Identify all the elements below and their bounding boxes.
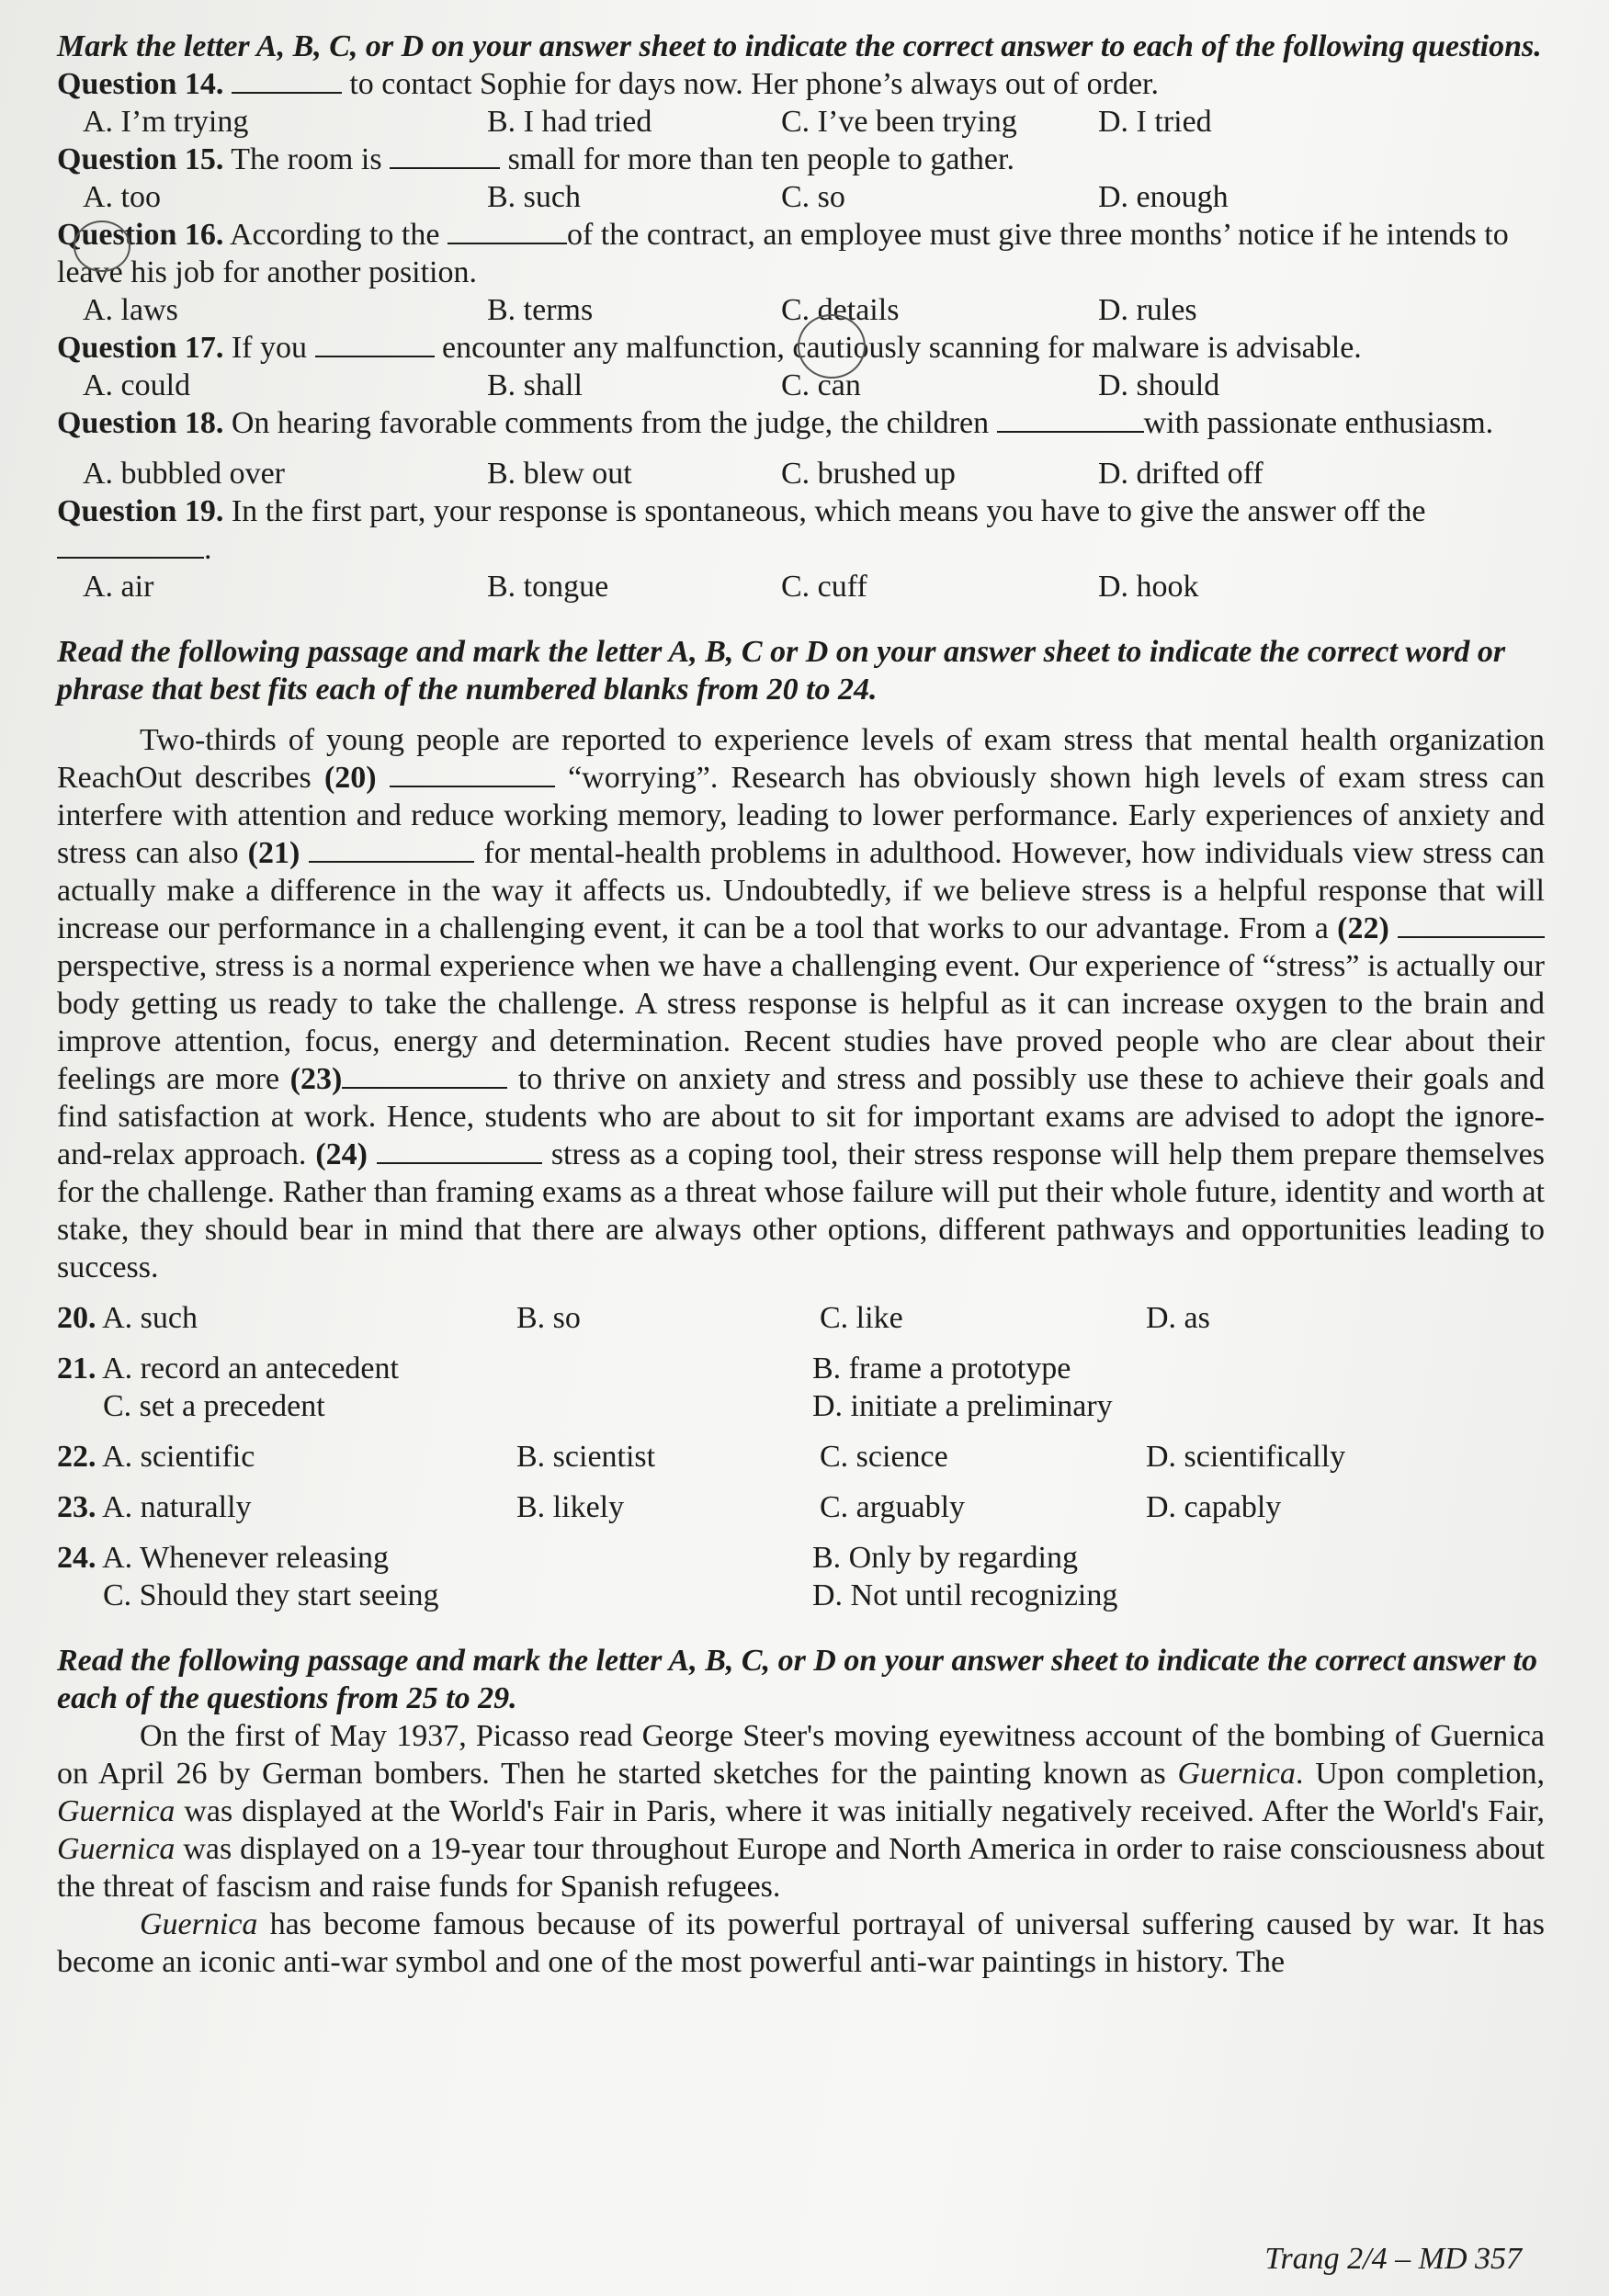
question-18: Question 18. On hearing favorable comments from the judge, the children with passionate enthusiasm.: [57, 406, 1494, 440]
option-c: C. can: [781, 368, 861, 402]
answer-circle-mark: [74, 221, 130, 272]
option-a: A. could: [83, 368, 191, 402]
option-b: B. shall: [487, 368, 583, 402]
question-14: Question 14. to contact Sophie for days now. Her phone’s always out of order.: [57, 67, 1160, 101]
page-footer: Trang 2/4 – MD 357: [1264, 2242, 1522, 2276]
answer-blank: [315, 330, 435, 357]
option-d: D. as: [1146, 1301, 1210, 1335]
instruction-passage-20-24: Read the following passage and mark the letter A, B, C or D on your answer sheet to indicate the correct word or phrase that best fits each of the numbered blanks from 20 to 24.: [57, 635, 1506, 707]
option-d: D. enough: [1098, 180, 1229, 214]
blank-number-23: (23): [289, 1062, 343, 1096]
question-16: Question 16. According to the of the contract, an employee must give three months’ notice if he intends to leave his job for another position.: [57, 218, 1509, 289]
passage-guernica-paragraph-1: On the first of May 1937, Picasso read George Steer's moving eyewitness account of the bombing of Guernica on April 26 by German bombers. Then he started sketches for the painting known as Guernica. Upon completion, Guernica was displayed at the World's Fair in Paris, where it was initially negatively received. After the World's Fair, Guernica was displayed on a 19-year tour throughout Europe and North America in order to raise consciousness about the threat of fascism and raise funds for Spanish refugees.: [57, 1719, 1546, 1904]
option-a: A. air: [83, 570, 154, 604]
question-17-options: [57, 367, 1545, 404]
option-a: A. scientific: [102, 1440, 255, 1474]
option-c: C. science: [820, 1440, 948, 1474]
question-19-options: [57, 568, 1545, 605]
answer-blank: [390, 760, 555, 787]
answer-blank: [377, 1137, 542, 1164]
answer-blank: [232, 66, 342, 94]
question-17: Question 17. If you encounter any malfunction, cautiously scanning for malware is advisable.: [57, 331, 1362, 365]
question-19: Question 19. In the first part, your response is spontaneous, which means you have to give the answer off the .: [57, 494, 1426, 566]
options-23: 23. A. naturally B. likely C. arguably D. capably: [57, 1488, 1545, 1526]
blank-number-21: (21): [247, 836, 300, 870]
question-14-options: [57, 103, 1545, 141]
question-16-options: [57, 291, 1545, 329]
option-b: B. likely: [516, 1490, 625, 1524]
option-d: D. scientifically: [1146, 1440, 1346, 1474]
option-a: A. bubbled over: [83, 457, 286, 491]
option-c: C. details: [781, 293, 900, 327]
option-b: B. such: [487, 180, 581, 214]
question-15-options: [57, 178, 1545, 216]
passage-guernica-paragraph-2: Guernica has become famous because of its powerful portrayal of universal suffering caused by war. It has become an iconic anti-war symbol and one of the most powerful anti-war paintings in history. The: [57, 1907, 1545, 1979]
option-a: A. record an antecedent: [102, 1352, 399, 1386]
option-d: D. drifted off: [1098, 457, 1263, 491]
option-a: A. Whenever releasing: [102, 1541, 389, 1575]
option-a: A. laws: [83, 293, 178, 327]
option-b: B. frame a prototype: [812, 1352, 1071, 1386]
instruction-passage-25-29: Read the following passage and mark the letter A, B, C, or D on your answer sheet to indicate the correct answer to each of the questions from 25 to 29.: [57, 1644, 1537, 1715]
option-b: B. so: [516, 1301, 581, 1335]
option-a: A. such: [102, 1301, 198, 1335]
options-24: 24. A. Whenever releasing B. Only by regarding C. Should they start seeing D. Not until recognizing: [57, 1539, 1545, 1614]
option-d: D. initiate a preliminary: [812, 1389, 1113, 1423]
answer-blank: [390, 141, 500, 169]
passage-exam-stress: Two-thirds of young people are reported to experience levels of exam stress that mental health organization ReachOut describes (20) “worrying”. Research has obviously shown high levels of exam stress can interfere with attention and reduce working memory, leading to lower performance. Early experiences of anxiety and stress can also (21) for mental-health problems in adulthood. However, how individuals view stress can actually make a difference in the way it affects us. Undoubtedly, if we believe stress is a helpful response that will increase our performance in a challenging event, it can be a tool that works to our advantage. From a (22) perspective, stress is a normal experience when we have a challenging event. Our experience of “stress” is actually our body getting us ready to take the challenge. A stress response is helpful as it can increase oxygen to the brain and improve attention, focus, energy and determination. Recent studies have proved people who are clear about their feelings are more (23) to thrive on anxiety and stress and possibly use these to achieve their goals and find satisfaction at work. Hence, students who are about to sit for important exams are advised to adopt the ignore-and-relax approach. (24) stress as a coping tool, their stress response will help them prepare themselves for the challenge. Rather than framing exams as a threat whose failure will put their whole future, identity and worth at stake, they should bear in mind that there are always other options, different pathways and opportunities leading to success.: [57, 723, 1546, 1284]
option-c: C. brushed up: [781, 457, 956, 491]
option-d: D. rules: [1098, 293, 1197, 327]
option-a: A. naturally: [102, 1490, 252, 1524]
option-c: C. like: [820, 1301, 903, 1335]
option-d: D. hook: [1098, 570, 1199, 604]
option-d: D. Not until recognizing: [812, 1578, 1118, 1612]
option-c: C. set a precedent: [103, 1389, 325, 1423]
answer-blank: [57, 531, 204, 559]
option-b: B. scientist: [516, 1440, 656, 1474]
option-b: B. tongue: [487, 570, 609, 604]
answer-blank: [448, 217, 567, 244]
option-d: D. should: [1098, 368, 1220, 402]
option-b: B. blew out: [487, 457, 632, 491]
option-c: C. so: [781, 180, 845, 214]
options-20: 20. A. such B. so C. like D. as: [57, 1299, 1545, 1337]
blank-number-22: (22): [1337, 911, 1389, 945]
blank-number-20: (20): [323, 761, 377, 795]
answer-blank: [342, 1061, 507, 1089]
option-a: A. too: [83, 180, 161, 214]
options-22: 22. A. scientific B. scientist C. science D. scientifically: [57, 1438, 1545, 1476]
answer-blank: [997, 405, 1144, 433]
option-c: C. arguably: [820, 1490, 966, 1524]
answer-blank: [309, 835, 474, 863]
question-15: Question 15. The room is small for more than ten people to gather.: [57, 142, 1014, 176]
option-d: D. capably: [1146, 1490, 1282, 1524]
option-b: B. I had tried: [487, 105, 652, 139]
instruction-questions-14-19: Mark the letter A, B, C, or D on your answer sheet to indicate the correct answer to each of the following questions.: [57, 29, 1542, 63]
option-c: C. Should they start seeing: [103, 1578, 439, 1612]
option-a: A. I’m trying: [83, 105, 249, 139]
option-c: C. I’ve been trying: [781, 105, 1017, 139]
option-c: C. cuff: [781, 570, 867, 604]
answer-blank: [1398, 910, 1545, 938]
options-21: 21. A. record an antecedent B. frame a prototype C. set a precedent D. initiate a preliminary: [57, 1350, 1545, 1425]
question-18-options: [57, 455, 1545, 492]
blank-number-24: (24): [315, 1137, 368, 1171]
answer-circle-mark: [798, 314, 866, 379]
option-b: B. terms: [487, 293, 594, 327]
option-d: D. I tried: [1098, 105, 1212, 139]
option-b: B. Only by regarding: [812, 1541, 1078, 1575]
